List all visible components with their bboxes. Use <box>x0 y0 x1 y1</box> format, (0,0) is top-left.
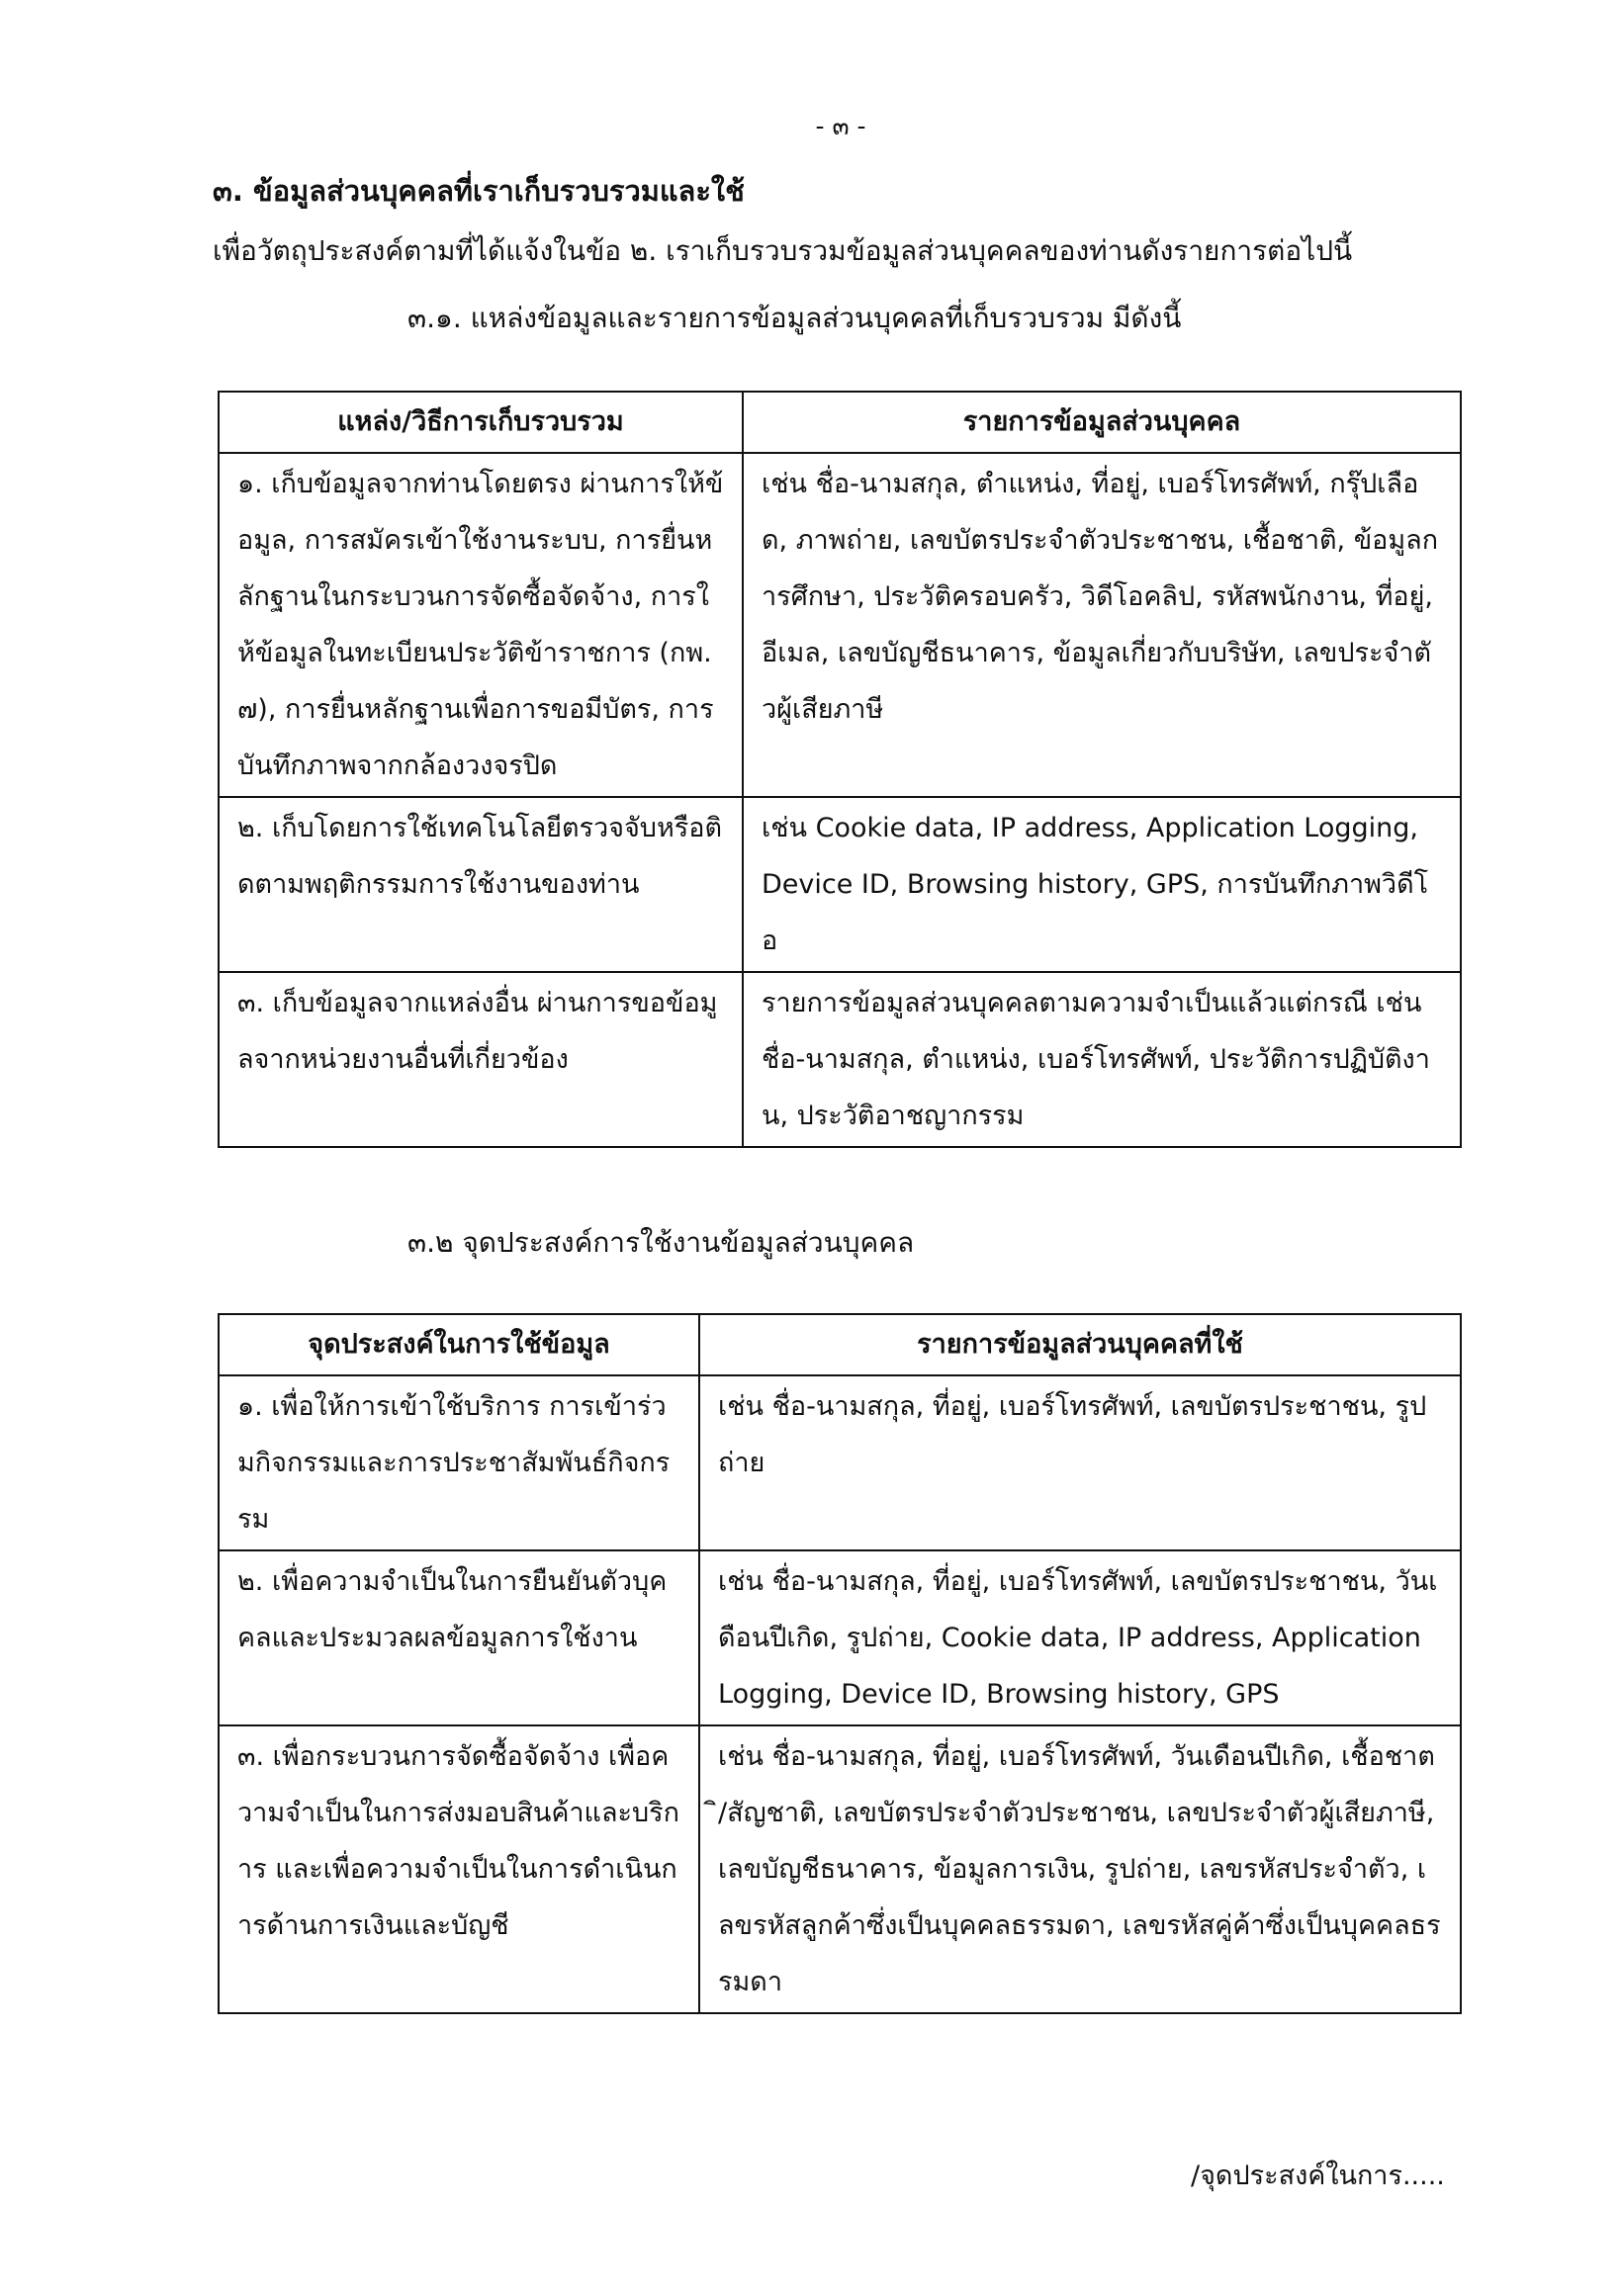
source-cell: ๓. เก็บข้อมูลจากแหล่งอื่น ผ่านการขอข้อมูลจากหน่วยงานอื่นที่เกี่ยวข้อง <box>219 972 743 1147</box>
table-header-row <box>219 1314 1461 1375</box>
purpose-cell: ๒. เพื่อความจำเป็นในการยืนยันตัวบุคคลและประมวลผลข้อมูลการใช้งาน <box>219 1550 699 1725</box>
items-cell: เช่น ชื่อ-นามสกุล, ที่อยู่, เบอร์โทรศัพท์, เลขบัตรประชาชน, รูปถ่าย <box>699 1375 1461 1550</box>
table-row <box>219 1375 1461 1550</box>
items-cell: เช่น ชื่อ-นามสกุล, ที่อยู่, เบอร์โทรศัพท์, วันเดือนปีเกิด, เชื้อชาติ/สัญชาติ, เลขบัตรประจำตัวประชาชน, เลขประจำตัวผู้เสียภาษี, เลขบัญชีธนาคาร, ข้อมูลการเงิน, รูปถ่าย, เลขรหัสประจำตัว, เลขรหัสลูกค้าซึ่งเป็นบุคคลธรรมดา, เลขรหัสคู่ค้าซึ่งเป็นบุคคลธรรมดา <box>699 1725 1461 2013</box>
intro-text: เพื่อวัตถุประสงค์ตามที่ได้แจ้งในข้อ ๒. เราเก็บรวบรวมข้อมูลส่วนบุคคลของท่านดังรายการต่อไปนี้ <box>213 234 1353 267</box>
table-row <box>219 972 1461 1147</box>
column-header-purpose: จุดประสงค์ในการใช้ข้อมูล <box>219 1314 699 1375</box>
items-cell: รายการข้อมูลส่วนบุคคลตามความจำเป็นแล้วแต่กรณี เช่น ชื่อ-นามสกุล, ตำแหน่ง, เบอร์โทรศัพท์, ประวัติการปฏิบัติงาน, ประวัติอาชญากรรม <box>743 972 1461 1147</box>
table-row <box>219 1550 1461 1725</box>
table-header-row <box>219 392 1461 453</box>
page-number: - ๓ - <box>815 112 866 140</box>
source-cell: ๑. เก็บข้อมูลจากท่านโดยตรง ผ่านการให้ข้อมูล, การสมัครเข้าใช้งานระบบ, การยื่นหลักฐานในกระบวนการจัดซื้อจัดจ้าง, การให้ข้อมูลในทะเบียนประวัติข้าราชการ (กพ.๗), การยื่นหลักฐานเพื่อการขอมีบัตร, การบันทึกภาพจากกล้องวงจรปิด <box>219 453 743 797</box>
source-cell: ๒. เก็บโดยการใช้เทคโนโลยีตรวจจับหรือติดตามพฤติกรรมการใช้งานของท่าน <box>219 797 743 972</box>
collection-sources-table <box>218 391 1462 1148</box>
continuation-footer: /จุดประสงค์ในการ..... <box>1191 2161 1445 2191</box>
subsection-1-title: ๓.๑. แหล่งข้อมูลและรายการข้อมูลส่วนบุคคลที่เก็บรวบรวม มีดังนี้ <box>407 302 1182 334</box>
column-header-items: รายการข้อมูลส่วนบุคคล <box>743 392 1461 453</box>
column-header-source: แหล่ง/วิธีการเก็บรวบรวม <box>219 392 743 453</box>
items-cell: เช่น ชื่อ-นามสกุล, ที่อยู่, เบอร์โทรศัพท์, เลขบัตรประชาชน, วันเดือนปีเกิด, รูปถ่าย, Cookie data, IP address, Application Logging, Device ID, Browsing history, GPS <box>699 1550 1461 1725</box>
subsection-2-title: ๓.๒ จุดประสงค์การใช้งานข้อมูลส่วนบุคคล <box>407 1226 915 1259</box>
column-header-items-used: รายการข้อมูลส่วนบุคคลที่ใช้ <box>699 1314 1461 1375</box>
items-cell: เช่น ชื่อ-นามสกุล, ตำแหน่ง, ที่อยู่, เบอร์โทรศัพท์, กรุ๊ปเลือด, ภาพถ่าย, เลขบัตรประจำตัวประชาชน, เชื้อชาติ, ข้อมูลการศึกษา, ประวัติครอบครัว, วิดีโอคลิป, รหัสพนักงาน, ที่อยู่, อีเมล, เลขบัญชีธนาคาร, ข้อมูลเกี่ยวกับบริษัท, เลขประจำตัวผู้เสียภาษี <box>743 453 1461 797</box>
items-cell: เช่น Cookie data, IP address, Application Logging, Device ID, Browsing history, GPS, การบันทึกภาพวิดีโอ <box>743 797 1461 972</box>
section-heading: ๓. ข้อมูลส่วนบุคคลที่เราเก็บรวบรวมและใช้ <box>213 174 745 208</box>
table-row <box>219 453 1461 797</box>
table-row <box>219 797 1461 972</box>
usage-purposes-table <box>218 1313 1462 2014</box>
table-row <box>219 1725 1461 2013</box>
purpose-cell: ๓. เพื่อกระบวนการจัดซื้อจัดจ้าง เพื่อความจำเป็นในการส่งมอบสินค้าและบริการ และเพื่อความจำเป็นในการดำเนินการด้านการเงินและบัญชี <box>219 1725 699 2013</box>
purpose-cell: ๑. เพื่อให้การเข้าใช้บริการ การเข้าร่วมกิจกรรมและการประชาสัมพันธ์กิจกรรม <box>219 1375 699 1550</box>
